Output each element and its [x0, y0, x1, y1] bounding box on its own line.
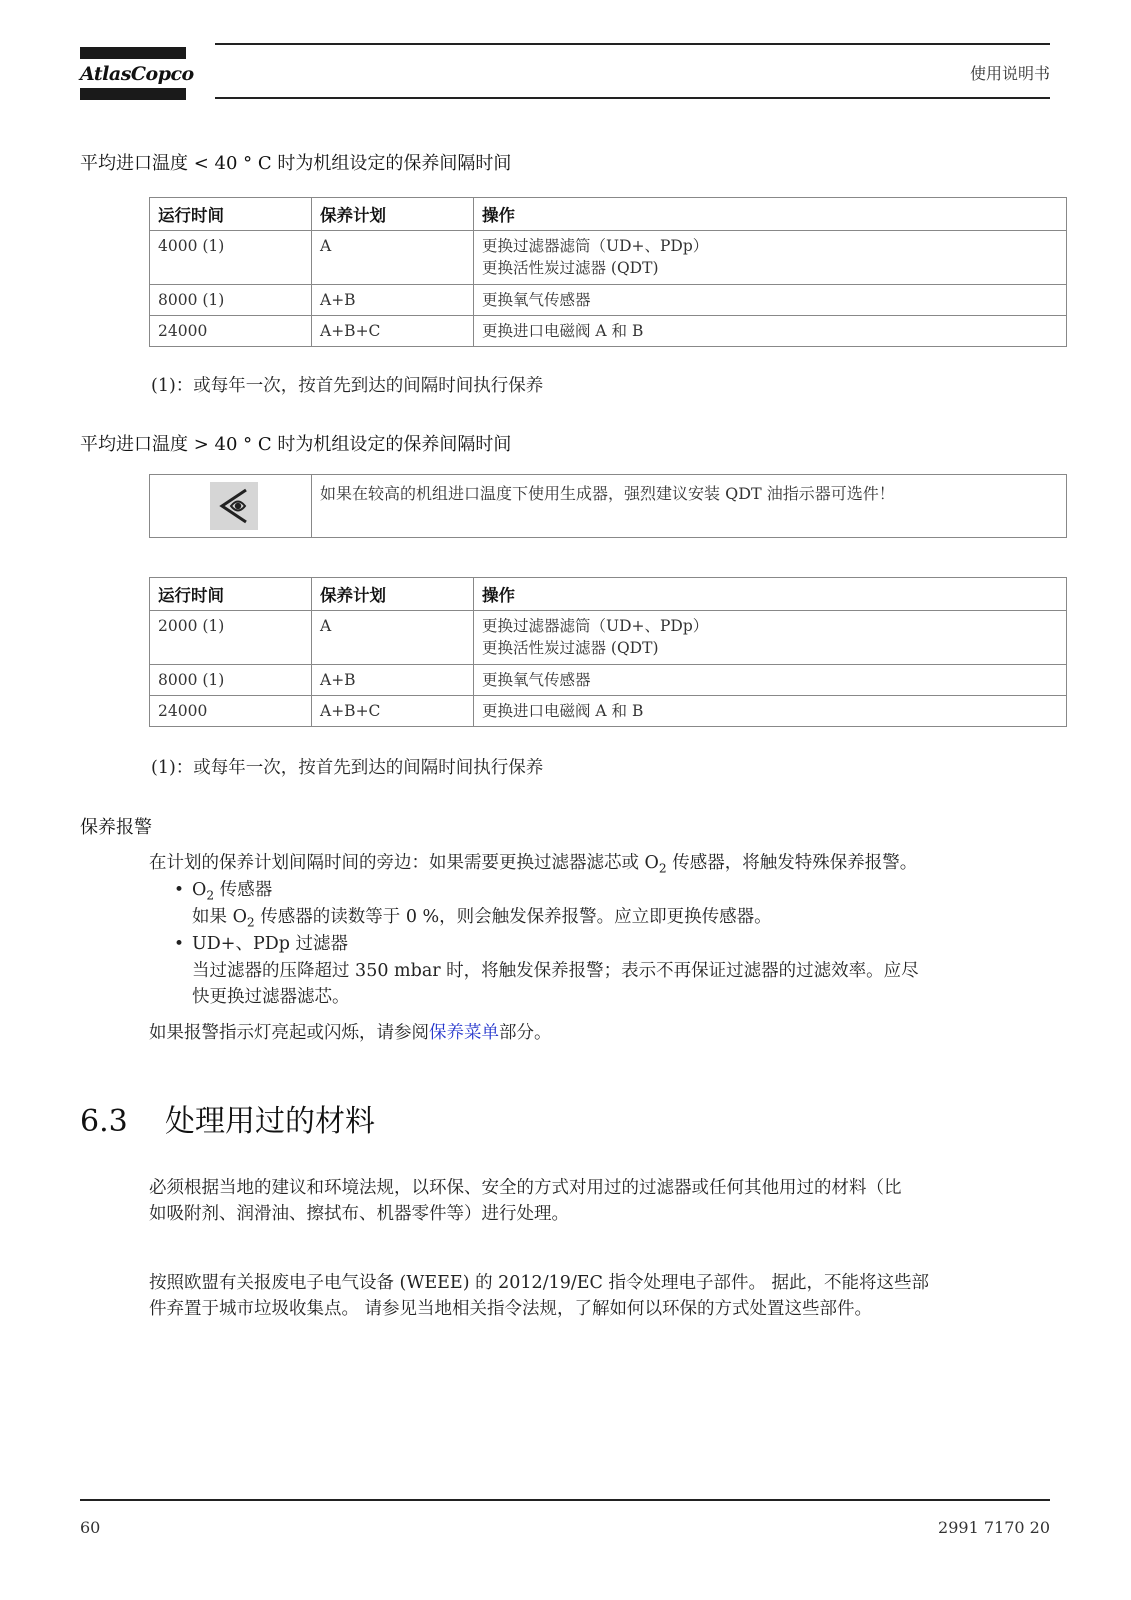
bullet-text: 如果 O [192, 907, 247, 927]
header-rule-bottom [215, 97, 1050, 99]
cell-actions [474, 231, 1067, 285]
table-row [150, 231, 1067, 285]
disposal-paragraph-2-line1: 按照欧盟有关报废电子电气设备 (WEEE) 的 2012/19/EC 指令处理电子部件。 据此，不能将这些部 [149, 1273, 930, 1293]
alarm-heading: 保养报警 [80, 817, 152, 838]
disposal-paragraph-2-line2: 件弃置于城市垃圾收集点。 请参见当地相关指令法规，了解如何以环保的方式处置这些部件。 [149, 1299, 873, 1319]
cell-hours: 24000 [150, 696, 312, 727]
bullet-filter-description-line2: 快更换过滤器滤芯。 [192, 987, 350, 1007]
cell-plan: A+B+C [312, 696, 474, 727]
alarm-intro-text: 在计划的保养计划间隔时间的旁边：如果需要更换过滤器滤芯或 O [149, 853, 659, 873]
warning-box [149, 474, 1067, 538]
high-temp-footnote: (1)：或每年一次，按首先到达的间隔时间执行保养 [151, 758, 544, 778]
action-line: 更换活性炭过滤器 (QDT) [482, 259, 659, 277]
warning-icon-cell [150, 475, 312, 537]
col-header-hours: 运行时间 [150, 198, 312, 231]
subscript: 2 [658, 861, 667, 876]
alarm-intro-text: 传感器，将触发特殊保养报警。 [666, 853, 918, 873]
disposal-paragraph-1-line2: 如吸附剂、润滑油、擦拭布、机器零件等）进行处理。 [149, 1204, 569, 1224]
section-title: 处理用过的材料 [165, 1104, 375, 1139]
section-number: 6.3 [80, 1104, 128, 1139]
table-row [150, 611, 1067, 665]
cell-plan: A+B+C [312, 316, 474, 347]
col-header-plan: 保养计划 [312, 578, 474, 611]
bullet-marker: • [174, 880, 185, 900]
atlas-copco-logo [80, 47, 194, 100]
logo-bar-bottom [80, 88, 186, 100]
reference-text: 如果报警指示灯亮起或闪烁，请参阅 [149, 1023, 429, 1043]
bullet-text: 传感器 [214, 880, 273, 900]
cell-actions: 更换氧气传感器 [474, 665, 1067, 696]
col-header-actions: 操作 [474, 198, 1067, 231]
cell-actions: 更换氧气传感器 [474, 285, 1067, 316]
high-temp-maintenance-table [149, 577, 1067, 727]
document-type: 使用说明书 [969, 64, 1050, 83]
action-line: 更换过滤器滤筒（UD+、PDp） [482, 617, 709, 635]
table-header-row [150, 198, 1067, 231]
cell-plan: A+B [312, 665, 474, 696]
page-number: 60 [80, 1518, 101, 1537]
table-row [150, 285, 1067, 316]
alarm-reference [149, 1020, 552, 1046]
bullet-text: O [192, 880, 207, 900]
table-row [150, 316, 1067, 347]
col-header-actions: 操作 [474, 578, 1067, 611]
low-temp-heading: 平均进口温度 < 40 ° C 时为机组设定的保养间隔时间 [80, 153, 512, 174]
low-temp-footnote: (1)：或每年一次，按首先到达的间隔时间执行保养 [151, 376, 544, 396]
table-header-row [150, 578, 1067, 611]
section-heading [80, 1096, 375, 1140]
warning-text: 如果在较高的机组进口温度下使用生成器，强烈建议安装 QDT 油指示器可选件！ [320, 484, 895, 503]
action-line: 更换活性炭过滤器 (QDT) [482, 639, 659, 657]
subscript: 2 [246, 915, 255, 930]
table-row [150, 665, 1067, 696]
col-header-hours: 运行时间 [150, 578, 312, 611]
cell-hours: 24000 [150, 316, 312, 347]
maintenance-menu-link[interactable]: 保养菜单 [429, 1023, 499, 1043]
table-row [150, 696, 1067, 727]
bullet-filter-description-line1: 当过滤器的压降超过 350 mbar 时，将触发保养报警；表示不再保证过滤器的过滤效率。应尽 [192, 961, 919, 981]
footer-rule [80, 1499, 1050, 1501]
low-temp-maintenance-table [149, 197, 1067, 347]
reference-text: 部分。 [499, 1023, 552, 1043]
bullet-text: 传感器的读数等于 0 %，则会触发保养报警。应立即更换传感器。 [254, 907, 772, 927]
bullet-marker: • [174, 934, 185, 954]
cell-plan: A+B [312, 285, 474, 316]
col-header-plan: 保养计划 [312, 198, 474, 231]
logo-bar-top [80, 47, 186, 59]
header-rule-top [215, 43, 1050, 45]
cell-hours: 2000 (1) [150, 611, 312, 665]
action-line: 更换过滤器滤筒（UD+、PDp） [482, 237, 709, 255]
cell-plan: A [312, 611, 474, 665]
cell-actions: 更换进口电磁阀 A 和 B [474, 696, 1067, 727]
subscript: 2 [206, 888, 215, 903]
eye-warning-icon [210, 482, 258, 530]
document-number: 2991 7170 20 [938, 1518, 1050, 1537]
cell-hours: 8000 (1) [150, 285, 312, 316]
cell-actions [474, 611, 1067, 665]
cell-plan: A [312, 231, 474, 285]
cell-actions: 更换进口电磁阀 A 和 B [474, 316, 1067, 347]
bullet-filter-title: UD+、PDp 过滤器 [192, 934, 349, 954]
disposal-paragraph-1-line1: 必须根据当地的建议和环境法规，以环保、安全的方式对用过的过滤器或任何其他用过的材料（比 [149, 1178, 902, 1198]
logo-text: AtlasCopco [80, 63, 194, 85]
cell-hours: 4000 (1) [150, 231, 312, 285]
high-temp-heading: 平均进口温度 > 40 ° C 时为机组设定的保养间隔时间 [80, 434, 512, 455]
cell-hours: 8000 (1) [150, 665, 312, 696]
